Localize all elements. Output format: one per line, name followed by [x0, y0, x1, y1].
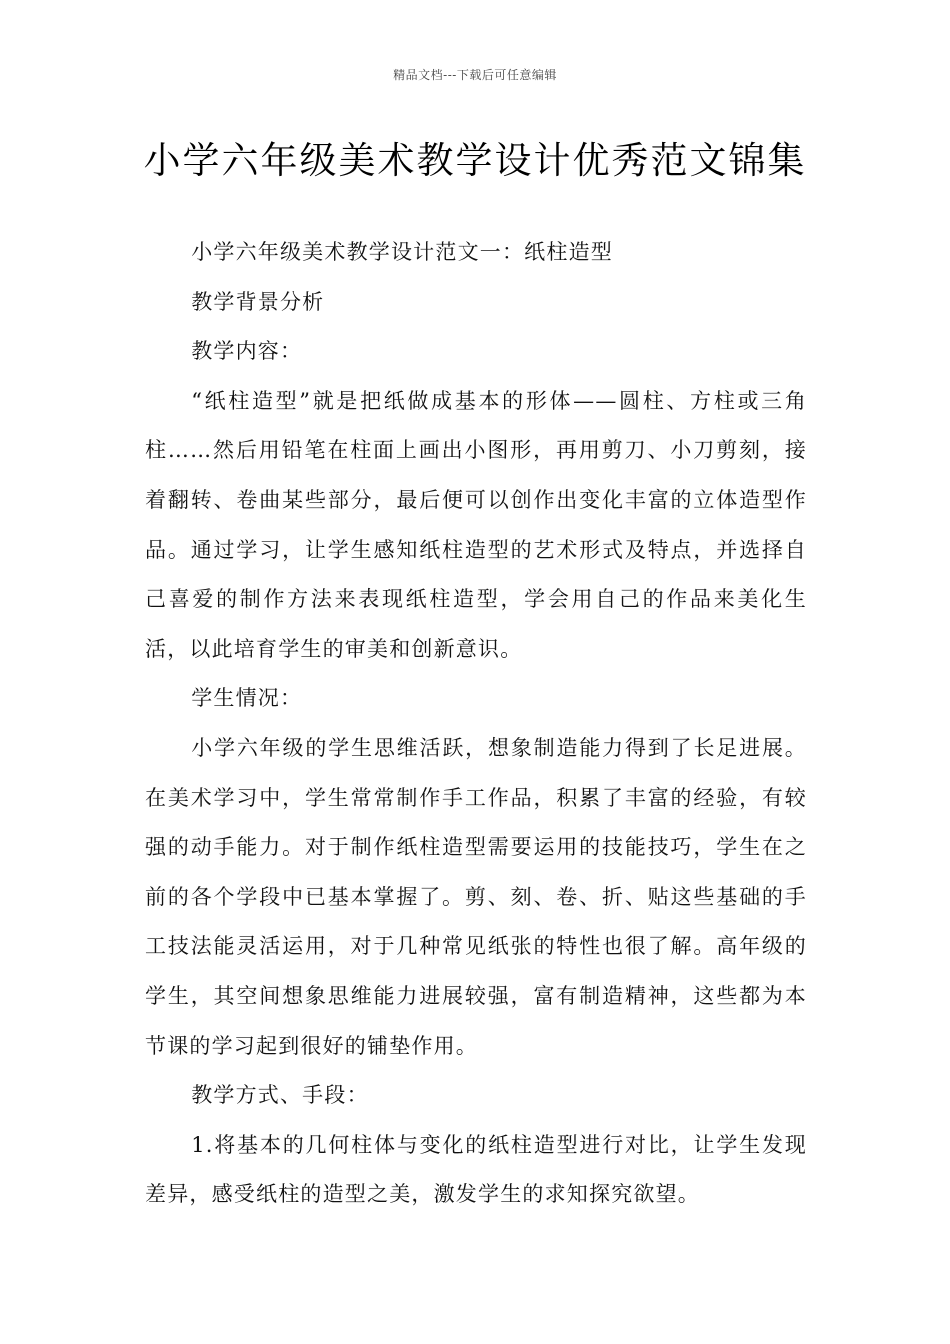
- document-title: 小学六年级美术教学设计优秀范文锦集: [143, 139, 807, 182]
- header-note: 精品文档---下载后可任意编辑: [393, 68, 557, 82]
- paragraph-methods-item-1: 1.将基本的几何柱体与变化的纸柱造型进行对比，让学生发现差异，感受纸柱的造型之美，激发学生的求知探究欲望。: [145, 1132, 807, 1207]
- paragraph-section-heading: 小学六年级美术教学设计范文一：纸柱造型: [191, 240, 613, 264]
- document-body: [145, 228, 807, 1220]
- paragraph-students-heading: 学生情况：: [191, 686, 303, 711]
- paragraph-methods-heading: 教学方式、手段：: [191, 1083, 369, 1108]
- paragraph-content-heading: 教学内容：: [191, 339, 303, 364]
- paragraph-students-text: 小学六年级的学生思维活跃，想象制造能力得到了长足进展。在美术学习中，学生常常制作手工作品，积累了丰富的经验，有较强的动手能力。对于制作纸柱造型需要运用的技能技巧，学生在之前的各个学段中已基本掌握了。剪、刻、卷、折、贴这些基础的手工技法能灵活运用，对于几种常见纸张的特性也很了解。高年级的学生，其空间想象思维能力进展较强，富有制造精神，这些都为本节课的学习起到很好的铺垫作用。: [145, 735, 807, 1058]
- paragraph-content-text: “纸柱造型”就是把纸做成基本的形体——圆柱、方柱或三角柱……然后用铅笔在柱面上画出小图形，再用剪刀、小刀剪刻，接着翻转、卷曲某些部分，最后便可以创作出变化丰富的立体造型作品。通过学习，让学生感知纸柱造型的艺术形式及特点，并选择自己喜爱的制作方法来表现纸柱造型，学会用自己的作品来美化生活，以此培育学生的审美和创新意识。: [145, 388, 807, 661]
- paragraph-background-heading: 教学背景分析: [191, 289, 325, 314]
